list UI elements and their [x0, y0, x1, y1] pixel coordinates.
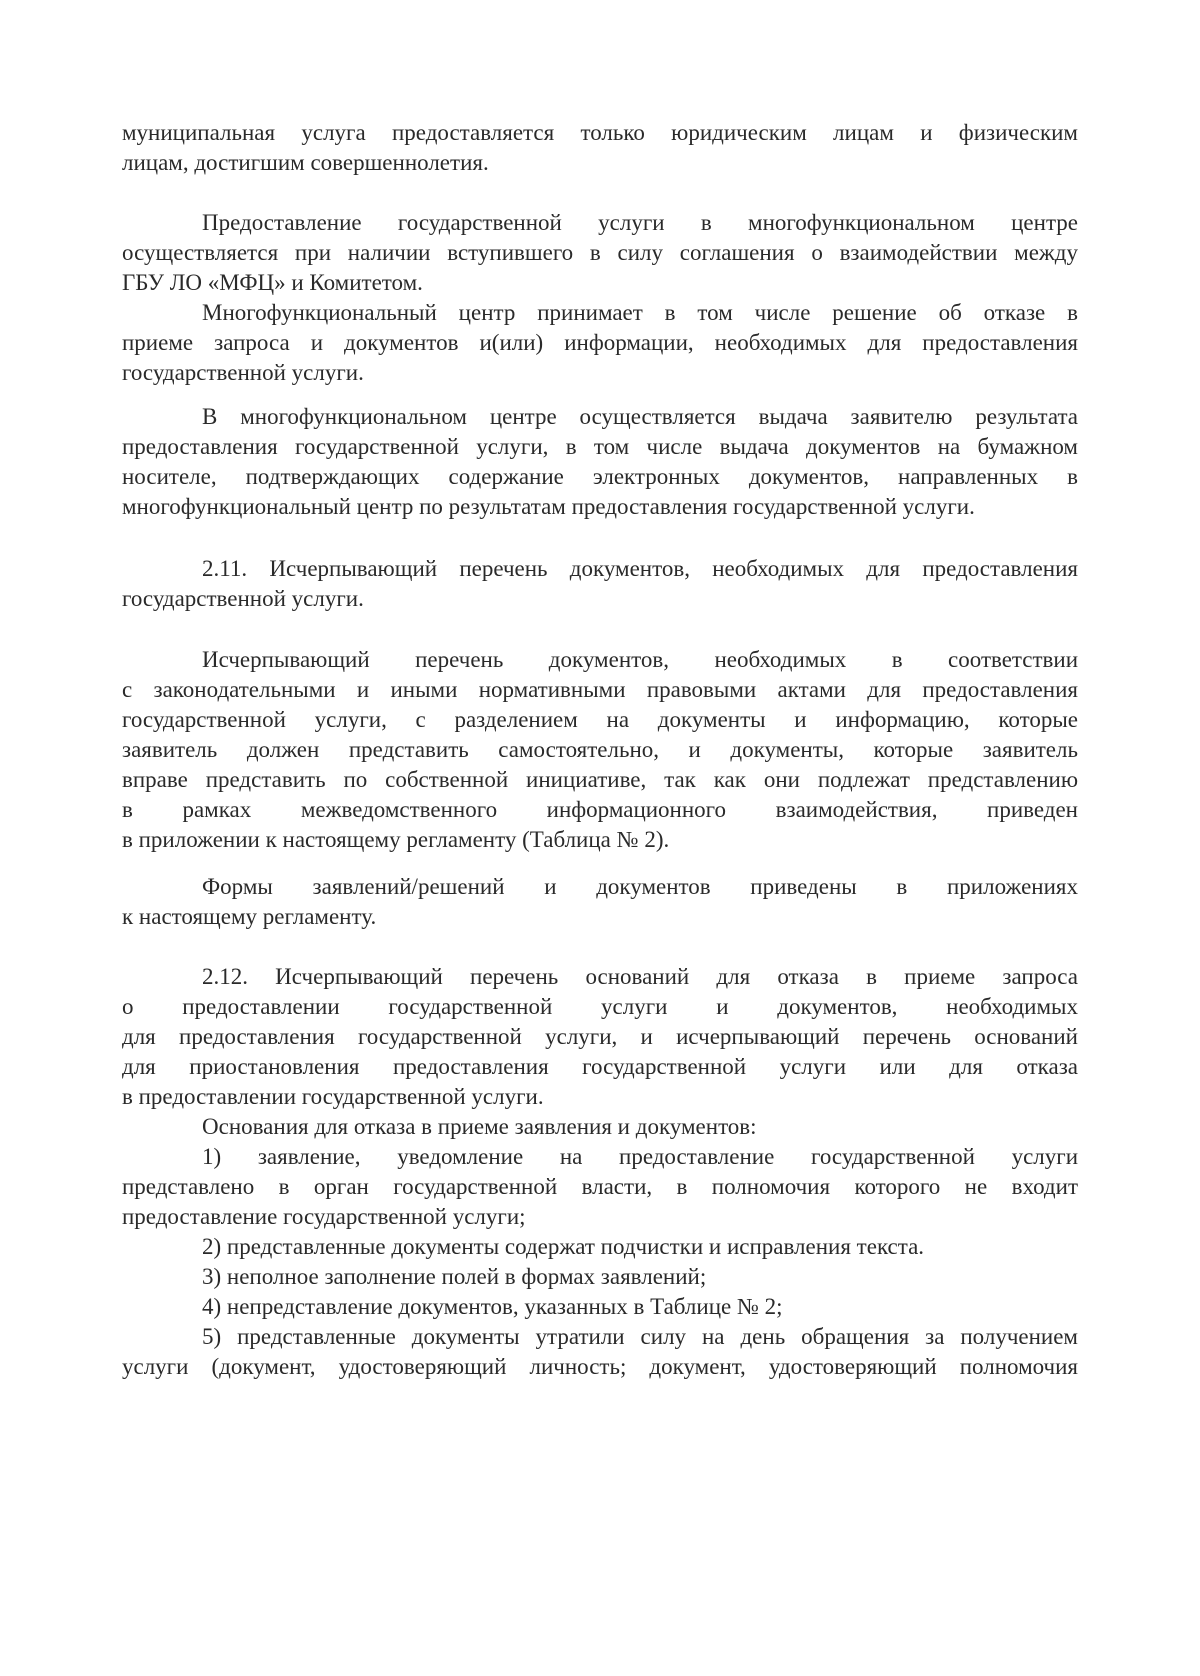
text-line: услуги (документ, удостоверяющий личность; документ, удостоверяющий полномочия: [122, 1354, 1078, 1379]
text-line: Многофункциональный центр принимает в том числе решение об отказе в: [202, 300, 1078, 325]
paragraph-mfc-issuance: [122, 402, 1078, 522]
text-line: Основания для отказа в приеме заявления и документов:: [202, 1114, 757, 1139]
text-line: государственной услуги.: [122, 360, 364, 385]
list-item-3: [122, 1262, 1078, 1292]
text-line: к настоящему регламенту.: [122, 904, 377, 929]
text-line: В многофункциональном центре осуществляется выдача заявителю результата: [202, 404, 1078, 429]
text-line: с законодательными и иными нормативными правовыми актами для предоставления: [122, 677, 1078, 702]
paragraph-mfc-agreement: [122, 208, 1078, 298]
text-line: в приложении к настоящему регламенту (Таблица № 2).: [122, 827, 670, 852]
section-heading-2-12: [122, 962, 1078, 1112]
text-line: многофункциональный центр по результатам предоставления государственной услуги.: [122, 494, 975, 519]
paragraph-eligibility: [122, 118, 1078, 178]
text-line: в рамках межведомственного информационного взаимодействия, приведен: [122, 797, 1078, 822]
section-heading-2-11: [122, 554, 1078, 614]
text-line: Исчерпывающий перечень документов, необходимых в соответствии: [202, 647, 1078, 672]
text-line: приеме запроса и документов и(или) информации, необходимых для предоставления: [122, 330, 1078, 355]
text-line: 2.11. Исчерпывающий перечень документов, необходимых для предоставления: [202, 556, 1078, 581]
text-line: предоставления государственной услуги, в том числе выдача документов на бумажном: [122, 434, 1078, 459]
text-line: 3) неполное заполнение полей в формах заявлений;: [202, 1264, 707, 1289]
text-line: представлено в орган государственной власти, в полномочия которого не входит: [122, 1174, 1078, 1199]
text-line: предоставление государственной услуги;: [122, 1204, 526, 1229]
text-line: ГБУ ЛО «МФЦ» и Комитетом.: [122, 270, 423, 295]
text-line: Формы заявлений/решений и документов приведены в приложениях: [202, 874, 1078, 899]
text-line: носителе, подтверждающих содержание электронных документов, направленных в: [122, 464, 1078, 489]
text-line: 5) представленные документы утратили силу на день обращения за получением: [202, 1324, 1078, 1349]
text-line: государственной услуги, с разделением на документы и информацию, которые: [122, 707, 1078, 732]
text-line: 4) непредставление документов, указанных в Таблице № 2;: [202, 1294, 783, 1319]
text-line: муниципальная услуга предоставляется только юридическим лицам и физическим: [122, 120, 1078, 145]
text-line: 2.12. Исчерпывающий перечень оснований для отказа в приеме запроса: [202, 964, 1078, 989]
text-line: лицам, достигшим совершеннолетия.: [122, 150, 489, 175]
list-item-4: [122, 1292, 1078, 1322]
paragraph-forms: [122, 872, 1078, 932]
text-line: для приостановления предоставления государственной услуги или для отказа: [122, 1054, 1078, 1079]
list-item-2: [122, 1232, 1078, 1262]
paragraph-refusal-grounds-intro: [122, 1112, 1078, 1142]
list-item-1: [122, 1142, 1078, 1232]
paragraph-documents-list: [122, 645, 1078, 855]
list-item-5: [122, 1322, 1078, 1382]
paragraph-mfc-refusal: [122, 298, 1078, 388]
text-line: вправе представить по собственной инициативе, так как они подлежат представлению: [122, 767, 1078, 792]
text-line: Предоставление государственной услуги в многофункциональном центре: [202, 210, 1078, 235]
text-line: государственной услуги.: [122, 586, 364, 611]
text-line: 1) заявление, уведомление на предоставление государственной услуги: [202, 1144, 1078, 1169]
text-line: для предоставления государственной услуги, и исчерпывающий перечень оснований: [122, 1024, 1078, 1049]
text-line: в предоставлении государственной услуги.: [122, 1084, 544, 1109]
text-line: 2) представленные документы содержат подчистки и исправления текста.: [202, 1234, 925, 1259]
text-line: заявитель должен представить самостоятельно, и документы, которые заявитель: [122, 737, 1078, 762]
text-line: о предоставлении государственной услуги и документов, необходимых: [122, 994, 1078, 1019]
text-line: осуществляется при наличии вступившего в силу соглашения о взаимодействии между: [122, 240, 1078, 265]
